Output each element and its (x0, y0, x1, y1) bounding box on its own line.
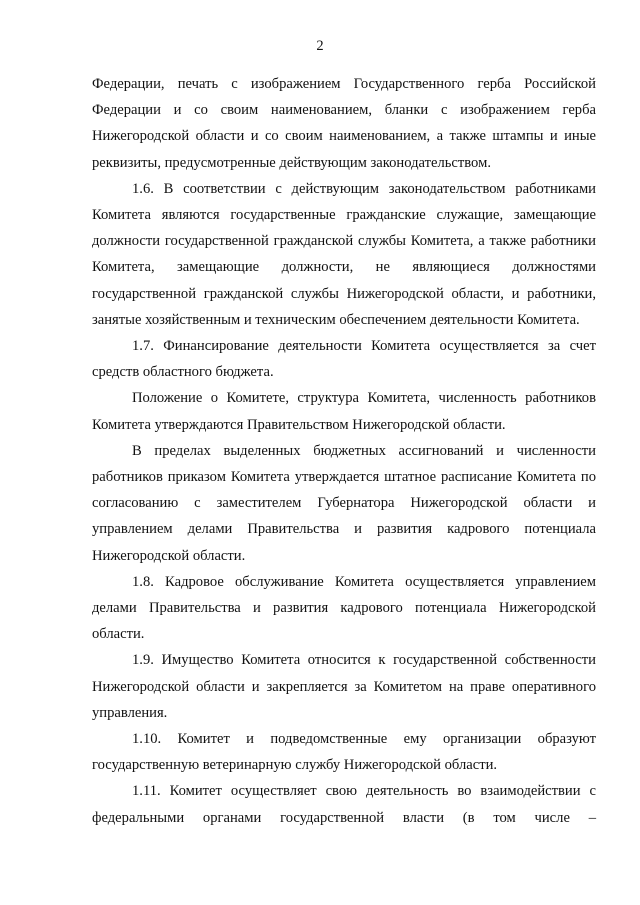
paragraph-1-7: 1.7. Финансирование деятельности Комитета осуществляется за счет средств областного бюджета. (92, 338, 596, 381)
paragraph-regulation: Положение о Комитете, структура Комитета, численность работников Комитета утверждаются Правительством Нижегородской области. (92, 390, 596, 433)
paragraph-1-9: 1.9. Имущество Комитета относится к государственной собственности Нижегородской области и закрепляется за Комитетом на праве оперативного управления. (92, 652, 596, 721)
paragraph-1-11: 1.11. Комитет осуществляет свою деятельность во взаимодействии с федеральными органами государственной власти (в том числе – (92, 783, 596, 826)
paragraph-1-10: 1.10. Комитет и подведомственные ему организации образуют государственную ветеринарную службу Нижегородской области. (92, 731, 596, 774)
page-number: 2 (316, 38, 324, 54)
paragraph-1-6: 1.6. В соответствии с действующим законодательством работниками Комитета являются государственные гражданские служащие, замещающие должности государственной гражданской службы Комитета, а также работники Комитета, замещающие должности, не являющиеся должностями государственной гражданской службы Нижегородской области, и работники, занятые хозяйственным и техническим обеспечением деятельности Комитета. (92, 180, 596, 328)
paragraph-1-8: 1.8. Кадровое обслуживание Комитета осуществляется управлением делами Правительства и развития кадрового потенциала Нижегородской области. (92, 573, 596, 643)
document-body (92, 71, 596, 831)
paragraph-continuation: Федерации, печать с изображением Государственного герба Российской Федерации и со своим наименованием, бланки с изображением герба Нижегородской области и со своим наименованием, а также штампы и иные реквизиты, предусмотренные действующим законодательством. (92, 76, 596, 171)
paragraph-budget: В пределах выделенных бюджетных ассигнований и численности работников приказом Комитета утверждается штатное расписание Комитета по согласованию с заместителем Губернатора Нижегородской области и управлением делами Правительства и развития кадрового потенциала Нижегородской области. (92, 442, 596, 564)
